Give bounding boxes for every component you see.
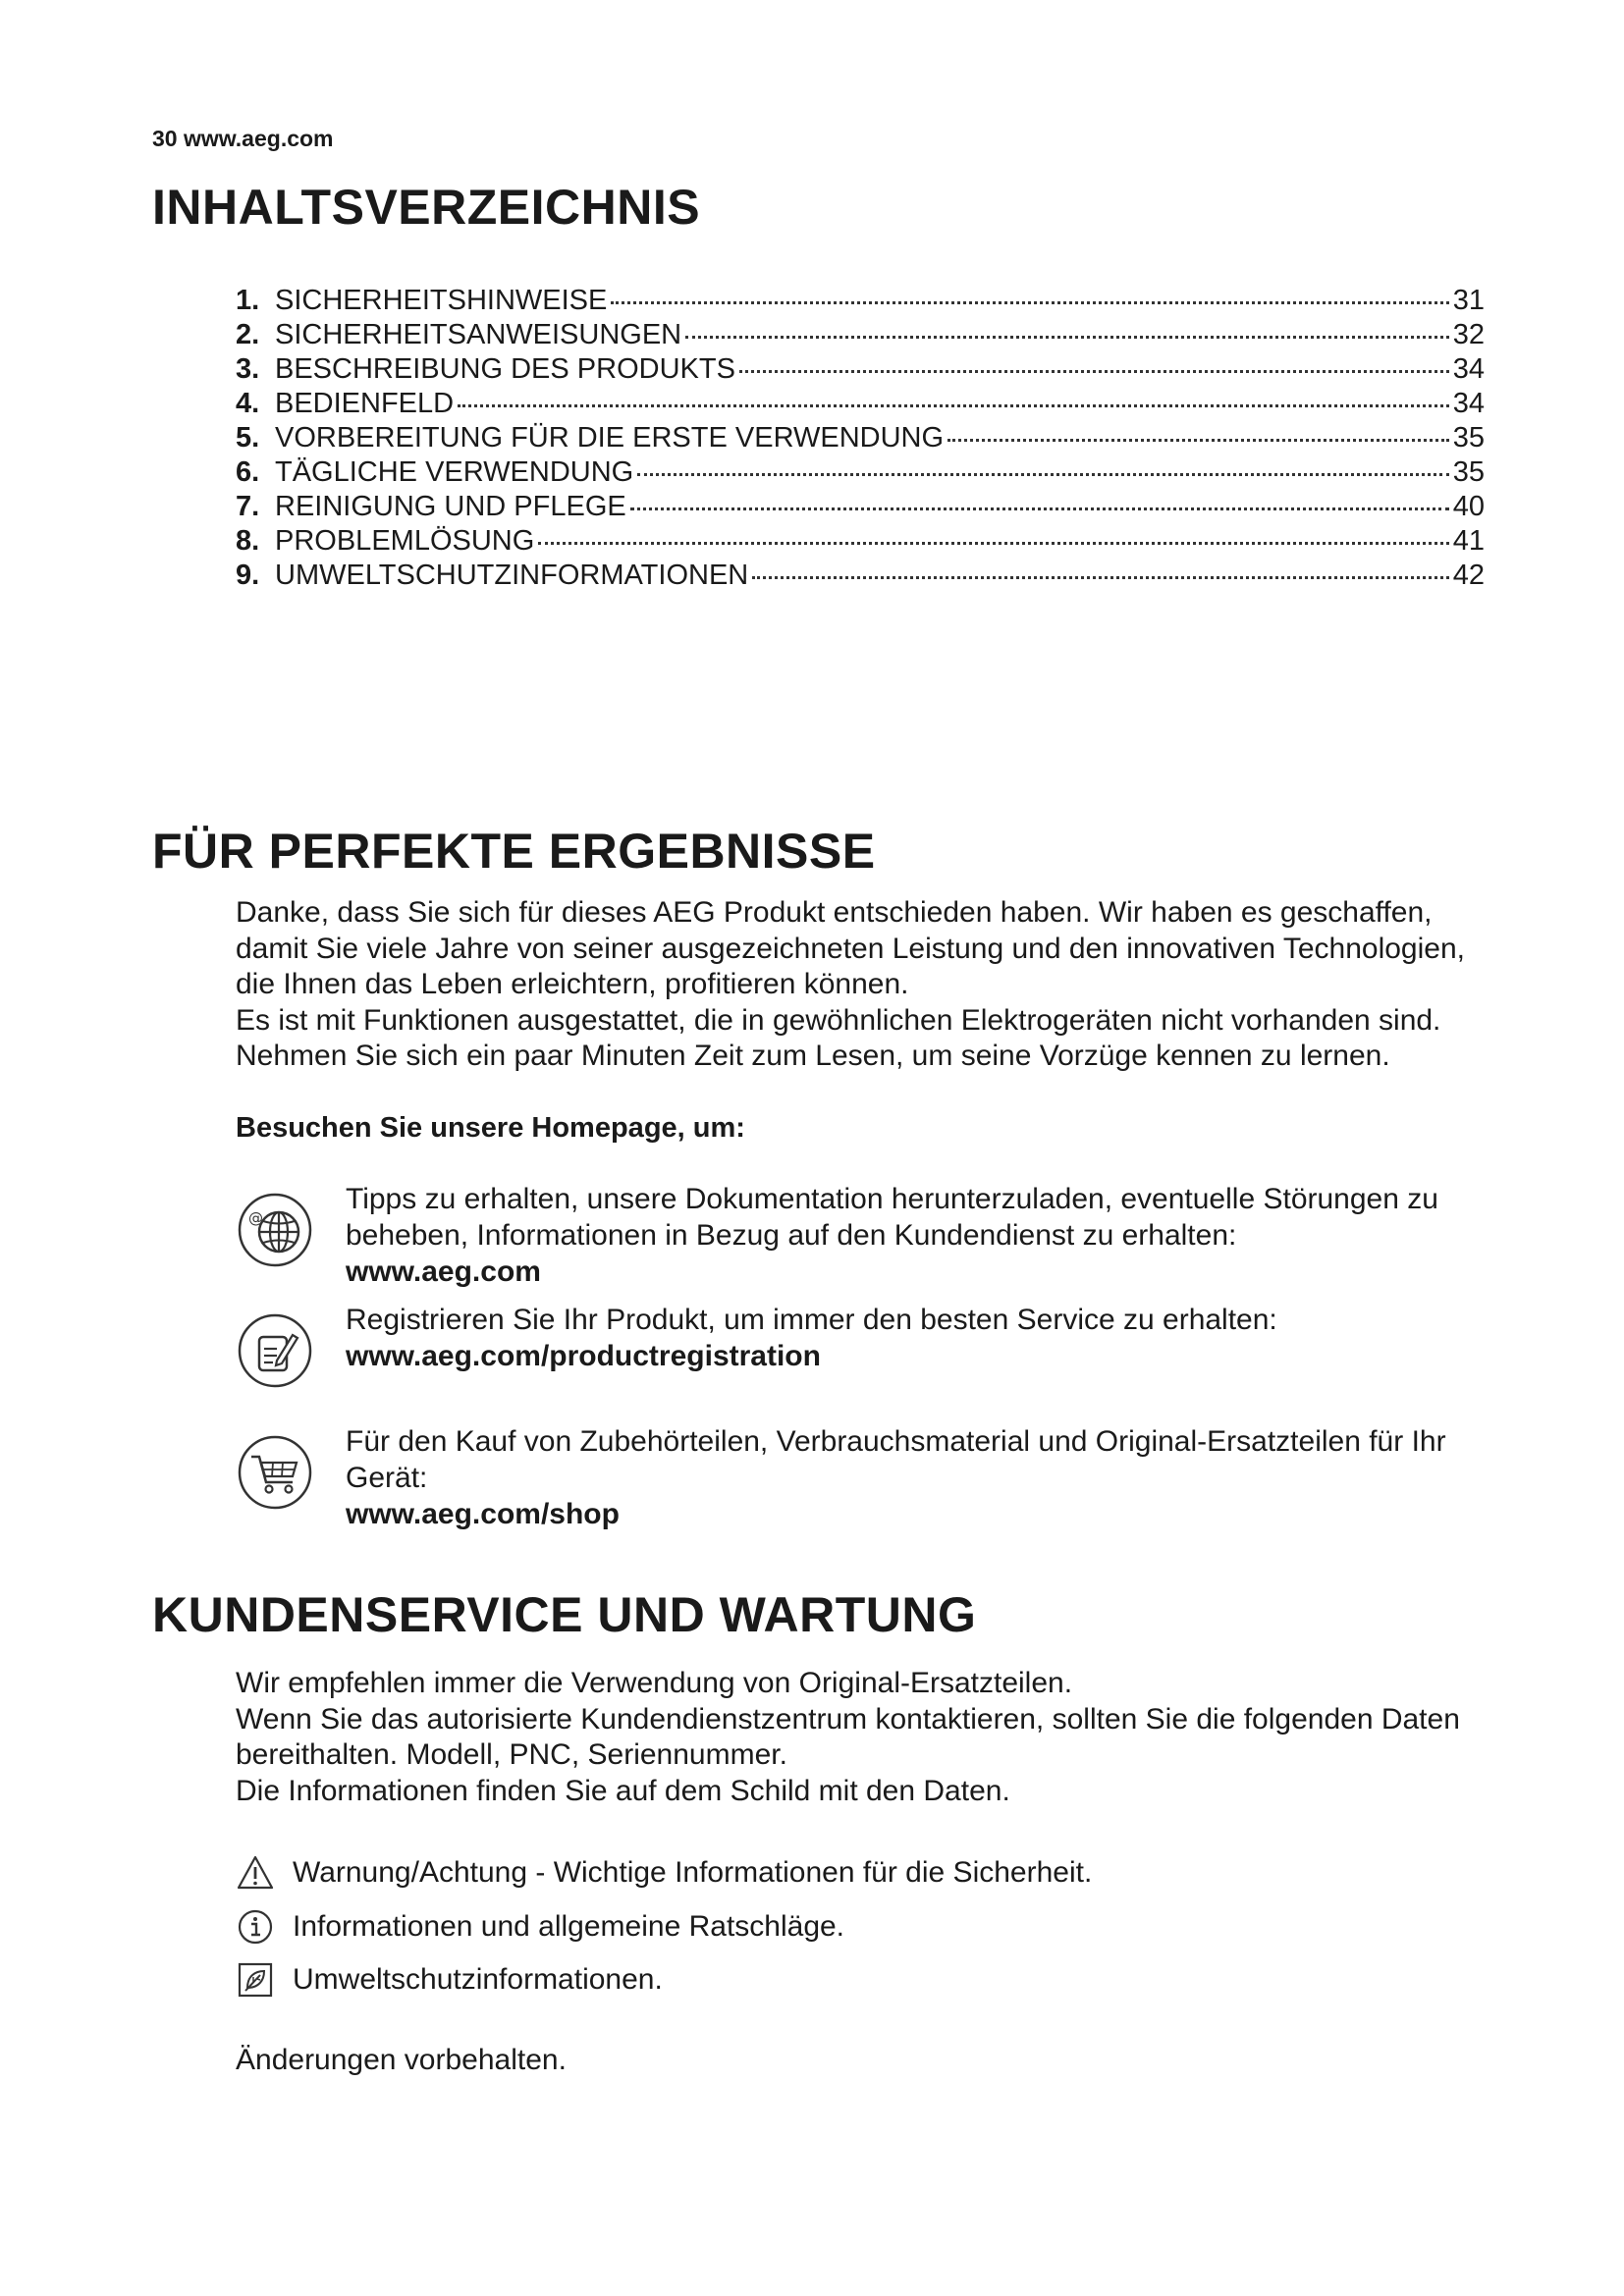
intro-paragraph: Es ist mit Funktionen ausgestattet, die in gewöhnlichen Elektrogeräten nicht vorhanden sind. Nehmen Sie sich ein paar Minuten Zeit zum Lesen, um seine Vorzüge kennen zu lernen.: [236, 1003, 1441, 1072]
toc-entry-page: 35: [1452, 456, 1485, 488]
legend-environment: [236, 1958, 663, 2002]
intro-paragraph: Danke, dass Sie sich für dieses AEG Produkt entschieden haben. Wir haben es geschaffen, damit Sie viele Jahre von seiner ausgezeichneten Leistung und den innovativen Technologien, die Ihnen das Leben erleichtern, profitieren können.: [236, 896, 1465, 1000]
toc-title: INHALTSVERZEICHNIS: [152, 180, 701, 235]
legend-text: Informationen und allgemeine Ratschläge.: [293, 1910, 845, 1943]
toc-entry[interactable]: [236, 560, 1485, 594]
toc-entry-title: SICHERHEITSANWEISUNGEN: [275, 319, 682, 350]
table-of-contents: [236, 285, 1485, 594]
legend-warning: [236, 1851, 1092, 1895]
toc-leader-dots: [637, 473, 1449, 476]
toc-leader-dots: [752, 576, 1449, 579]
toc-entry-title: REINIGUNG UND PFLEGE: [275, 491, 626, 522]
toc-entry[interactable]: [236, 422, 1485, 456]
toc-entry-number: 4.: [236, 388, 260, 419]
homepage-item-shop: [236, 1423, 1512, 1531]
toc-leader-dots: [630, 507, 1449, 510]
toc-entry[interactable]: [236, 491, 1485, 525]
leaf-icon: [236, 1960, 275, 2000]
toc-entry[interactable]: [236, 456, 1485, 491]
homepage-item-tips: [236, 1181, 1512, 1289]
toc-entry-title: SICHERHEITSHINWEISE: [275, 285, 608, 316]
info-icon: [236, 1907, 275, 1947]
homepage-item-text: [346, 1423, 1504, 1532]
homepage-item-text: [346, 1181, 1504, 1290]
toc-entry-page: 32: [1452, 319, 1485, 350]
perfect-results-title: FÜR PERFEKTE ERGEBNISSE: [152, 824, 876, 879]
toc-entry-title: PROBLEMLÖSUNG: [275, 525, 535, 557]
toc-leader-dots: [458, 404, 1449, 407]
item-description: Für den Kauf von Zubehörteilen, Verbrauchsmaterial und Original-Ersatzteilen für Ihr Gerät:: [346, 1425, 1446, 1494]
toc-entry-number: 7.: [236, 491, 260, 522]
toc-entry-number: 8.: [236, 525, 260, 557]
toc-entry-page: 31: [1452, 285, 1485, 316]
toc-entry-page: 40: [1452, 491, 1485, 522]
toc-entry-title: BESCHREIBUNG DES PRODUKTS: [275, 353, 735, 385]
toc-leader-dots: [739, 370, 1449, 373]
service-line: Wenn Sie das autorisierte Kundendienstzentrum kontaktieren, sollten Sie die folgenden Daten bereithalten. Modell, PNC, Seriennummer.: [236, 1702, 1460, 1771]
service-line: Wir empfehlen immer die Verwendung von Original-Ersatzteilen.: [236, 1667, 1073, 1699]
toc-leader-dots: [947, 439, 1449, 442]
customer-service-text: [236, 1666, 1502, 1809]
warning-icon: [236, 1853, 275, 1893]
legend-text: Umweltschutzinformationen.: [293, 1963, 663, 1996]
changes-note: Änderungen vorbehalten.: [236, 2044, 567, 2076]
website-link[interactable]: www.aeg.com: [346, 1255, 541, 1288]
toc-leader-dots: [685, 336, 1449, 339]
toc-entry-title: BEDIENFELD: [275, 388, 455, 419]
toc-entry-number: 1.: [236, 285, 260, 316]
toc-entry-page: 41: [1452, 525, 1485, 557]
toc-entry[interactable]: [236, 353, 1485, 388]
toc-entry-number: 9.: [236, 560, 260, 591]
registration-link[interactable]: www.aeg.com/productregistration: [346, 1340, 821, 1372]
customer-service-title: KUNDENSERVICE UND WARTUNG: [152, 1587, 977, 1642]
toc-entry[interactable]: [236, 388, 1485, 422]
shop-link[interactable]: www.aeg.com/shop: [346, 1498, 620, 1530]
item-description: Tipps zu erhalten, unsere Dokumentation herunterzuladen, eventuelle Störungen zu beheben, Informationen in Bezug auf den Kundendienst zu erhalten:: [346, 1183, 1438, 1252]
page-header: 30 www.aeg.com: [152, 126, 334, 151]
visit-homepage-heading: Besuchen Sie unsere Homepage, um:: [236, 1112, 745, 1144]
homepage-item-text: [346, 1302, 1504, 1374]
toc-entry-page: 42: [1452, 560, 1485, 591]
homepage-item-registration: [236, 1302, 1512, 1410]
legend-text: Warnung/Achtung - Wichtige Informationen für die Sicherheit.: [293, 1856, 1093, 1889]
globe-icon: [236, 1191, 314, 1269]
toc-leader-dots: [611, 301, 1448, 304]
shopping-cart-icon: [236, 1433, 314, 1512]
legend-info: [236, 1905, 844, 1949]
item-description: Registrieren Sie Ihr Produkt, um immer den besten Service zu erhalten:: [346, 1304, 1277, 1336]
toc-leader-dots: [538, 542, 1448, 545]
toc-entry-number: 3.: [236, 353, 260, 385]
svg-text:@: @: [248, 1209, 263, 1227]
toc-entry-number: 6.: [236, 456, 260, 488]
toc-entry-number: 5.: [236, 422, 260, 454]
toc-entry-page: 34: [1452, 388, 1485, 419]
toc-entry-number: 2.: [236, 319, 260, 350]
toc-entry-page: 35: [1452, 422, 1485, 454]
perfect-results-text: [236, 895, 1502, 1075]
toc-entry-title: TÄGLICHE VERWENDUNG: [275, 456, 634, 488]
toc-entry-title: UMWELTSCHUTZINFORMATIONEN: [275, 560, 749, 591]
toc-entry[interactable]: [236, 285, 1485, 319]
toc-entry[interactable]: [236, 525, 1485, 560]
toc-entry[interactable]: [236, 319, 1485, 353]
toc-entry-title: VORBEREITUNG FÜR DIE ERSTE VERWENDUNG: [275, 422, 945, 454]
toc-entry-page: 34: [1452, 353, 1485, 385]
registration-icon: [236, 1311, 314, 1390]
service-line: Die Informationen finden Sie auf dem Schild mit den Daten.: [236, 1774, 1010, 1807]
